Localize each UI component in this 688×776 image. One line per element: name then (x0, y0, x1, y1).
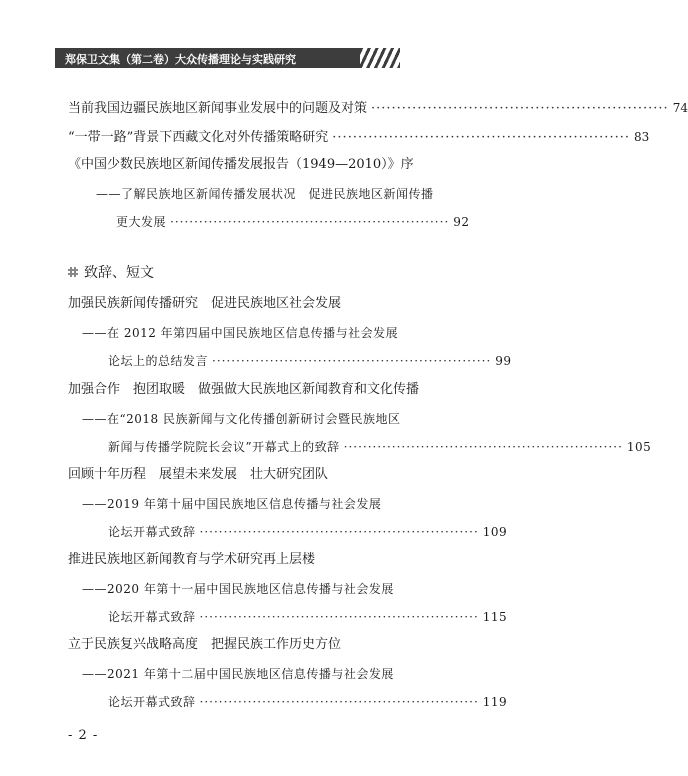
toc-subtitle-text: ——了解民族地区新闻传播发展状况 促进民族地区新闻传播 (96, 187, 434, 201)
toc-subtitle-text: 论坛开幕式致辞 (108, 610, 196, 624)
toc-entry[interactable] (68, 467, 328, 483)
toc-subtitle (82, 581, 394, 597)
toc-entry[interactable] (68, 296, 341, 312)
hash-ornament-icon (68, 267, 78, 277)
toc-entry-title: 当前我国边疆民族地区新闻事业发展中的问题及对策 (68, 101, 368, 116)
toc-entry[interactable] (68, 100, 688, 117)
toc-entry[interactable] (68, 129, 650, 146)
toc-entry-title: 加强合作 抱团取暖 做强做大民族地区新闻教育和文化传播 (68, 382, 420, 397)
page-number: - 2 - (68, 728, 99, 743)
toc-subtitle (96, 186, 434, 202)
toc-entry[interactable] (68, 382, 419, 398)
toc-subtitle-cont[interactable] (108, 694, 508, 710)
toc-subtitle (82, 411, 401, 427)
toc-subtitle-cont[interactable] (108, 609, 508, 625)
toc-subtitle-text: ——2021 年第十二届中国民族地区信息传播与社会发展 (82, 667, 394, 681)
toc-subtitle-cont[interactable] (108, 439, 652, 455)
toc-entry[interactable] (68, 552, 315, 568)
leader-dots: ·························································· (199, 695, 479, 709)
toc-entry-page: 115 (482, 610, 508, 624)
toc-subtitle-cont[interactable] (108, 524, 508, 540)
toc-subtitle-text: 新闻与传播学院院长会议”开幕式上的致辞 (108, 440, 340, 454)
toc-subtitle-text: ——在 2012 年第四届中国民族地区信息传播与社会发展 (82, 326, 399, 340)
toc-subtitle-text: ——2019 年第十届中国民族地区信息传播与社会发展 (82, 497, 382, 511)
toc-entry-title: “一带一路”背景下西藏文化对外传播策略研究 (68, 130, 329, 145)
leader-dots: ·························································· (199, 525, 479, 539)
toc-subtitle-text: ——在“2018 民族新闻与文化传播创新研讨会暨民族地区 (82, 412, 401, 426)
toc-subtitle-text: ——2020 年第十一届中国民族地区信息传播与社会发展 (82, 582, 394, 596)
leader-dots: ·························································· (170, 215, 450, 229)
toc-subtitle (82, 666, 394, 682)
toc-entry-title: 推进民族地区新闻教育与学术研究再上层楼 (68, 552, 316, 567)
toc-subtitle-text: 论坛开幕式致辞 (108, 695, 196, 709)
toc-subtitle-cont[interactable] (116, 214, 468, 230)
toc-entry[interactable] (68, 157, 414, 173)
toc-entry-page: 109 (482, 525, 508, 539)
leader-dots: ·························································· (371, 101, 669, 116)
toc-entry-title: 回顾十年历程 展望未来发展 壮大研究团队 (68, 467, 329, 482)
toc-subtitle-text: 更大发展 (116, 215, 167, 229)
toc-subtitle-text: 论坛上的总结发言 (108, 354, 209, 368)
header-title: 郑保卫文集（第二卷）大众传播理论与实践研究 (65, 53, 296, 66)
leader-dots: ·························································· (343, 440, 623, 454)
toc-entry-page: 99 (495, 354, 512, 368)
leader-dots: ·························································· (199, 610, 479, 624)
header-stripes-ornament (360, 48, 400, 68)
toc-entry[interactable] (68, 637, 341, 653)
toc-subtitle (82, 496, 381, 512)
toc-entry-page: 74 (672, 101, 688, 115)
toc-entry-page: 92 (453, 215, 470, 229)
header-bar (55, 48, 360, 68)
section-title: 致辞、短文 (84, 265, 154, 281)
toc-subtitle-cont[interactable] (108, 353, 512, 369)
toc-subtitle-text: 论坛开幕式致辞 (108, 525, 196, 539)
toc-subtitle (82, 325, 398, 341)
toc-entry-title: 《中国少数民族地区新闻传播发展报告（1949—2010）》序 (68, 157, 414, 172)
toc-entry-page: 105 (626, 440, 652, 454)
toc-entry-title: 立于民族复兴战略高度 把握民族工作历史方位 (68, 637, 342, 652)
leader-dots: ·························································· (212, 354, 492, 368)
toc-entry-title: 加强民族新闻传播研究 促进民族地区社会发展 (68, 296, 342, 311)
toc-entry-page: 119 (482, 695, 508, 709)
toc-entry-page: 83 (633, 130, 650, 144)
section-heading (68, 262, 154, 282)
leader-dots: ·························································· (332, 130, 630, 145)
